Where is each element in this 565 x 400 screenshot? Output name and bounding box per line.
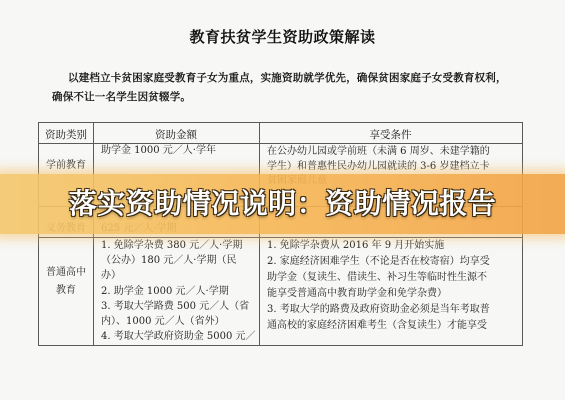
amount-line: 内）、1000 元／人（省外） xyxy=(101,316,225,327)
condition-line: 3. 考取大学的路费及政府资助金必须是当年考取普 xyxy=(267,304,490,315)
amount-line: 1. 免除学杂费 380 元／人·学期 xyxy=(101,240,243,251)
condition-line: 学生）和普惠性民办幼儿园就读的 3-6 岁建档立卡 xyxy=(267,161,490,172)
category-cell: 教育 xyxy=(56,285,76,296)
condition-line: 通高校的家庭经济困难考生（含复读生）才能享受 xyxy=(267,320,487,331)
subsidy-table xyxy=(38,122,523,346)
condition-line: 能享受普通高中教育助学金和免学杂费） xyxy=(267,288,447,299)
condition-line: 1. 免除学杂费从 2016 年 9 月开始实施 xyxy=(267,240,445,251)
condition-line: 助学金（复读生、借读生、补习生等临时性生源不 xyxy=(267,272,487,283)
document-title: 教育扶贫学生资助政策解读 xyxy=(189,28,376,46)
amount-line: 助学金 1000 元／人·学年 xyxy=(101,145,216,156)
table-header-conditions: 享受条件 xyxy=(369,129,412,141)
condition-line: 在公办幼儿园或学前班（未满 6 周岁、未建学籍的 xyxy=(267,146,490,157)
amount-line: （公办）180 元／人·学期（民 xyxy=(101,255,237,266)
intro-line: 以建档立卡贫困家庭受教育子女为重点，实施资助就学优先，确保贫困家庭子女受教育权利， xyxy=(68,72,507,84)
amount-line: 3. 考取大学路费 500 元／人（省 xyxy=(101,301,250,312)
header-divider xyxy=(39,143,522,144)
table-header-amount: 资助金额 xyxy=(155,129,197,141)
row-divider xyxy=(39,237,522,238)
amount-line: 2. 助学金 1000 元／人·学期 xyxy=(101,286,229,297)
table-header-category: 资助类别 xyxy=(45,129,87,141)
amount-line: 办） xyxy=(101,270,121,281)
amount-line: 4. 考取大学政府资助金 5000 元／ xyxy=(101,331,256,342)
column-divider xyxy=(259,123,260,345)
category-cell: 学前教育 xyxy=(46,160,86,171)
title-banner xyxy=(0,174,565,234)
intro-line: 确保不让一名学生因贫辍学。 xyxy=(52,91,192,103)
banner-headline: 落实资助情况说明：资助情况报告 xyxy=(68,187,497,220)
column-divider xyxy=(93,123,94,345)
condition-line: 2. 家庭经济困难学生（不论是否在校寄宿）均享受 xyxy=(267,256,490,267)
category-cell: 普通高中 xyxy=(46,267,86,278)
